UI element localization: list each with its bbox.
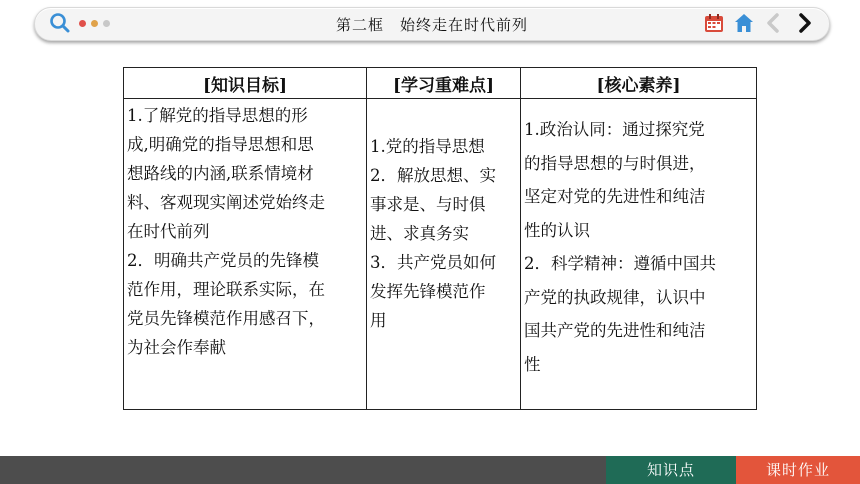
table-row: [124, 99, 757, 410]
chevron-right-icon[interactable]: [793, 12, 815, 34]
core-literacy-cell: [521, 99, 757, 410]
homework-button[interactable]: 课时作业: [736, 456, 860, 484]
core-literacy-text: 1.政治认同：通过探究党 的指导思想的与时俱进， 坚定对党的先进性和纯洁 性的认识 2．科学精神：遵循中国共 产党的执政规律，认识中 国共产党的先进性和纯洁 性: [524, 120, 716, 374]
knowledge-goals-text: 1.了解党的指导思想的形 成,明确党的指导思想和思 想路线的内涵,联系情境材 料、客观现实阐述党始终走 在时代前列 2．明确共产党员的先锋模 范作用，理论联系实际，在 党员先锋模范作用感召下， 为社会作奉献: [127, 106, 325, 357]
header-core-literacy: [核心素养]: [521, 68, 757, 99]
chevron-left-icon[interactable]: [763, 12, 785, 34]
nav-controls: [703, 12, 815, 34]
key-points-cell: [367, 99, 521, 410]
table-header-row: [124, 68, 757, 99]
header-key-points: [学习重难点]: [367, 68, 521, 99]
calendar-icon[interactable]: [703, 12, 725, 34]
top-toolbar: [34, 7, 830, 41]
header-knowledge-goals: [知识目标]: [124, 68, 367, 99]
objectives-table: [123, 67, 757, 410]
key-points-text: 1.党的指导思想 2．解放思想、实 事求是、与时俱 进、求真务实 3．共产党员如何 发挥先锋模范作 用: [370, 137, 496, 330]
knowledge-goals-cell: [124, 99, 367, 410]
knowledge-points-button[interactable]: 知识点: [606, 456, 736, 484]
page-title: 第二框 始终走在时代前列: [335, 16, 528, 34]
home-icon[interactable]: [733, 12, 755, 34]
